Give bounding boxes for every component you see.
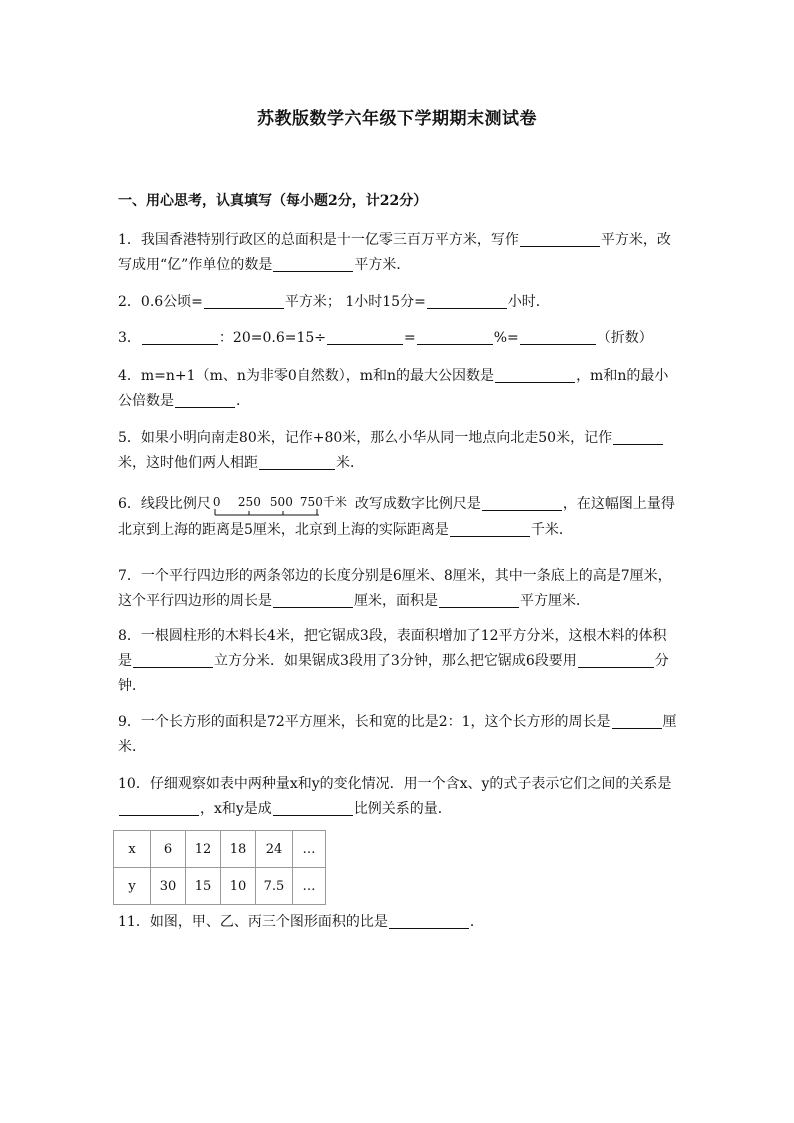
answer-blank[interactable]	[175, 391, 235, 408]
table-cell: 18	[221, 831, 256, 868]
table-cell: 10	[221, 868, 256, 905]
table-cell: 24	[256, 831, 293, 868]
answer-blank[interactable]	[482, 494, 562, 511]
table-cell: 6	[151, 831, 186, 868]
table-cell: y	[114, 868, 151, 905]
table-cell: …	[293, 868, 326, 905]
question-6: 6．线段比例尺 0 250 500 750千米 改写成数字比例尺是 ，在这幅图上量得北京到上海的距离是5厘米，北京到上海的实际距离是 千米．	[118, 492, 678, 543]
table-cell: 15	[186, 868, 221, 905]
answer-blank[interactable]	[612, 712, 662, 729]
scale-tick-label: 750千米	[299, 495, 347, 509]
table-row	[114, 868, 326, 905]
question-10: 10．仔细观察如表中两种量x和y的变化情况．用一个含x、y的式子表示它们之间的关系是，x和y是成 比例关系的量．	[118, 776, 672, 817]
question-4: 4．m=n+1（m、n为非零0自然数），m和n的最大公因数是 ，m和n的最小公倍数是 ．	[118, 368, 669, 409]
answer-blank[interactable]	[520, 328, 596, 345]
scale-tick-label: 0	[212, 495, 221, 509]
question-1: 1．我国香港特别行政区的总面积是十一亿零三百万平方米，写作 平方米，改写成用“亿”作单位的数是 平方米．	[118, 232, 671, 273]
table-cell: x	[114, 831, 151, 868]
answer-blank[interactable]	[389, 912, 469, 929]
answer-blank[interactable]	[204, 292, 284, 309]
page-title: 苏教版数学六年级下学期期末测试卷	[257, 109, 537, 129]
answer-blank[interactable]	[427, 292, 507, 309]
table-cell: 7.5	[256, 868, 293, 905]
answer-blank[interactable]	[439, 591, 519, 608]
answer-blank[interactable]	[450, 520, 530, 537]
answer-blank[interactable]	[142, 328, 218, 345]
answer-blank[interactable]	[578, 651, 654, 668]
answer-blank[interactable]	[613, 428, 663, 445]
answer-blank[interactable]	[273, 255, 353, 272]
section-heading: 一、用心思考，认真填写（每小题2分，计22分）	[118, 193, 428, 209]
question-5: 5．如果小明向南走80米，记作+80米，那么小华从同一地点向北走50米，记作米，这时他们两人相距 米．	[118, 426, 678, 476]
answer-blank[interactable]	[273, 591, 353, 608]
answer-blank[interactable]	[273, 799, 353, 816]
line-scale-bar	[213, 494, 353, 518]
answer-blank[interactable]	[259, 453, 335, 470]
table-row	[114, 831, 326, 868]
answer-blank[interactable]	[133, 651, 213, 668]
scale-tick-label: 250	[237, 495, 261, 509]
question-2: 2．0.6公顷= 平方米； 1小时15分= 小时．	[118, 294, 550, 310]
scale-tick-label: 500	[269, 495, 293, 509]
table-cell: …	[293, 831, 326, 868]
question-7: 7．一个平行四边形的两条邻边的长度分别是6厘米、8厘米，其中一条底上的高是7厘米，这个平行四边形的周长是 厘米，面积是 平方厘米．	[118, 568, 672, 609]
answer-blank[interactable]	[520, 230, 600, 247]
answer-blank[interactable]	[327, 328, 403, 345]
question-3: 3． ：20=0.6=15÷ = %= （折数）	[118, 330, 653, 346]
scale-ruler	[213, 508, 323, 516]
table-cell: 30	[151, 868, 186, 905]
answer-blank[interactable]	[119, 799, 199, 816]
answer-blank[interactable]	[417, 328, 493, 345]
question-8: 8．一根圆柱形的木料长4米，把它锯成3段，表面积增加了12平方分米，这根木料的体积是 立方分米．如果锯成3段用了3分钟，那么把它锯成6段要用 分钟．	[118, 628, 669, 694]
question-11: 11．如图，甲、乙、丙三个图形面积的比是 ．	[118, 914, 484, 930]
question-9: 9．一个长方形的面积是72平方厘米，长和宽的比是2：1，这个长方形的周长是 厘米．	[118, 714, 677, 755]
xy-table	[113, 830, 326, 905]
answer-blank[interactable]	[495, 366, 575, 383]
table-cell: 12	[186, 831, 221, 868]
